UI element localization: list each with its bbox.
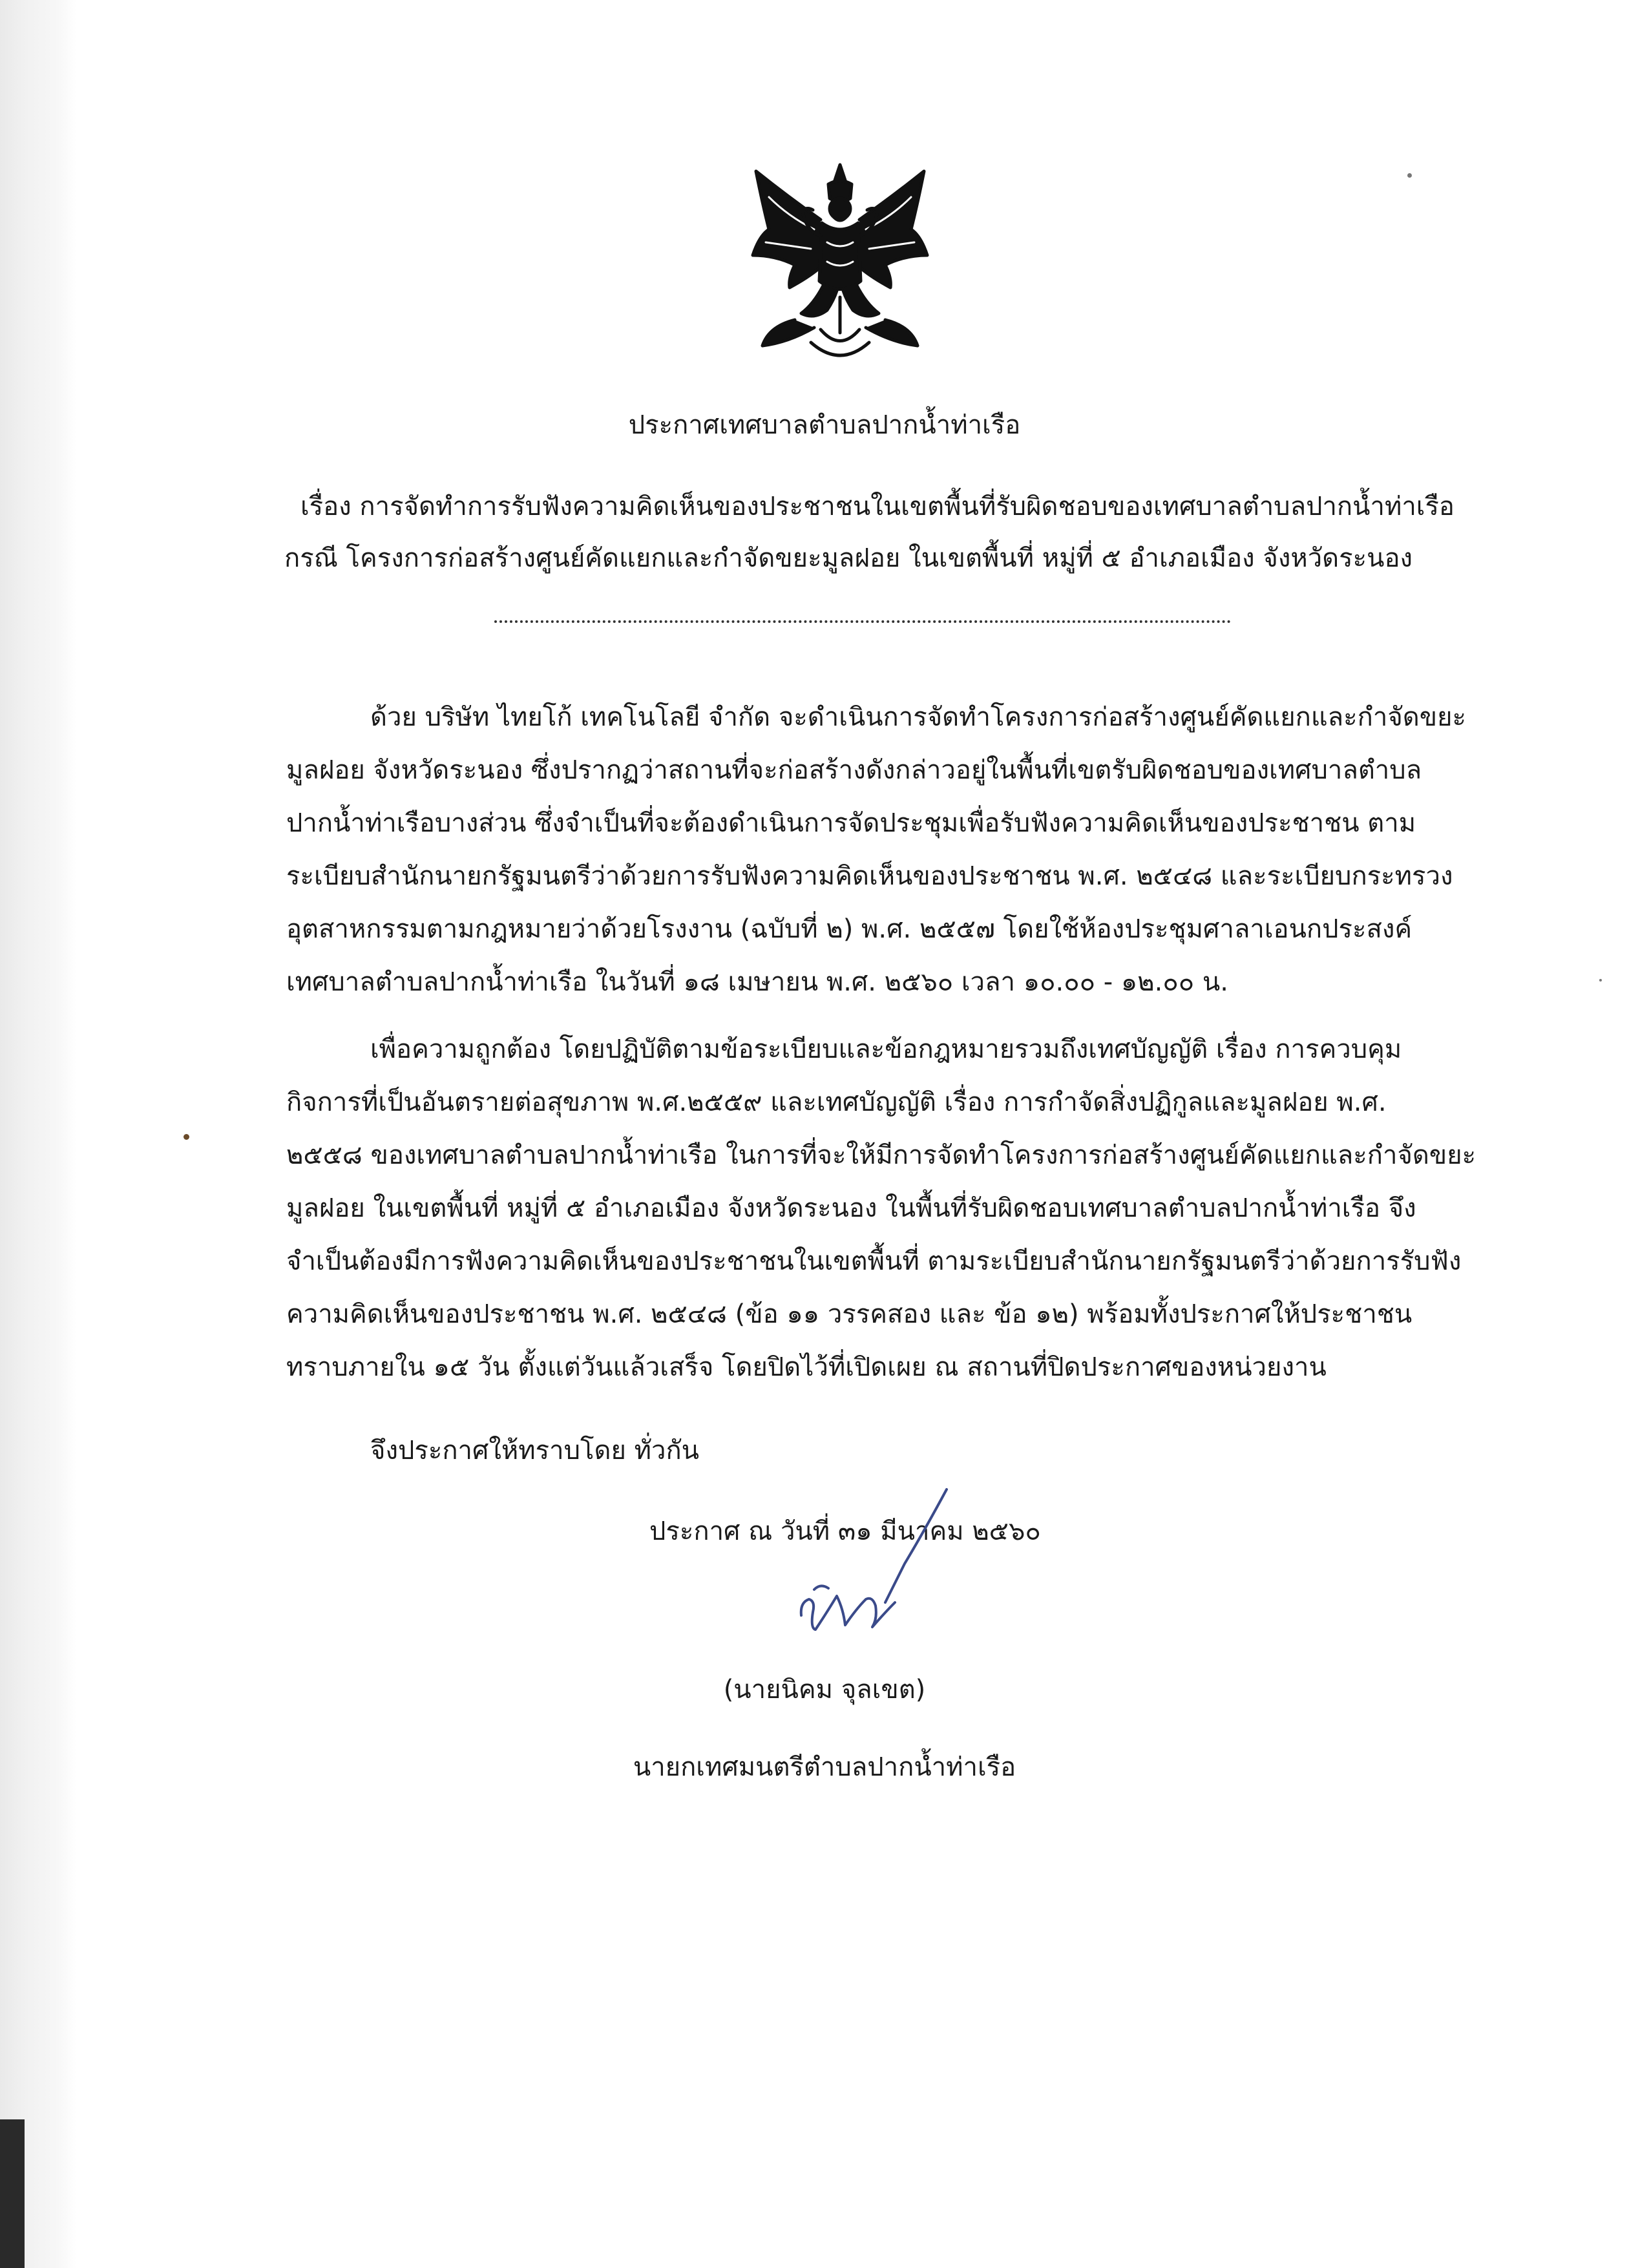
paragraph-2-line: ความคิดเห็นของประชาชน พ.ศ. ๒๕๔๘ (ข้อ ๑๑ วรรคสอง และ ข้อ ๑๒) พร้อมทั้งประกาศให้ประชาชน <box>286 1299 1413 1329</box>
signer-name: (นายนิคม จุลเขต) <box>723 1675 926 1705</box>
document-title: ประกาศเทศบาลตำบลปากน้ำท่าเรือ <box>628 410 1021 440</box>
scan-corner-artifact <box>0 2119 25 2268</box>
scan-speck <box>1407 173 1412 178</box>
paragraph-1-line: ด้วย บริษัท ไทยโก้ เทคโนโลยี จำกัด จะดำเนินการจัดทำโครงการก่อสร้างศูนย์คัดแยกและกำจัดขยะ <box>370 702 1466 732</box>
announcement-date: ประกาศ ณ วันที่ ๓๑ มีนาคม ๒๕๖๐ <box>649 1517 1041 1546</box>
signer-title: นายกเทศมนตรีตำบลปากน้ำท่าเรือ <box>633 1752 1016 1782</box>
paragraph-1-line: อุตสาหกรรมตามกฎหมายว่าด้วยโรงงาน (ฉบับที่ ๒) พ.ศ. ๒๕๕๗ โดยใช้ห้องประชุมศาลาเอนกประสงค์ <box>286 914 1413 944</box>
paragraph-2-line: เพื่อความถูกต้อง โดยปฏิบัติตามข้อระเบียบและข้อกฎหมายรวมถึงเทศบัญญัติ เรื่อง การควบคุม <box>370 1034 1402 1064</box>
subject-line-1: เรื่อง การจัดทำการรับฟังความคิดเห็นของประชาชนในเขตพื้นที่รับผิดชอบของเทศบาลตำบลปากน้ำท่าเรือ <box>300 492 1455 521</box>
handwritten-signature <box>775 1480 982 1648</box>
subject-line-2: กรณี โครงการก่อสร้างศูนย์คัดแยกและกำจัดขยะมูลฝอย ในเขตพื้นที่ หมู่ที่ ๕ อำเภอเมือง จังหวัดระนอง <box>284 543 1413 573</box>
paragraph-2-line: ๒๕๕๘ ของเทศบาลตำบลปากน้ำท่าเรือ ในการที่จะให้มีการจัดทำโครงการก่อสร้างศูนย์คัดแยกและกำจัดขยะ <box>286 1140 1476 1170</box>
paragraph-2-line: จำเป็นต้องมีการฟังความคิดเห็นของประชาชนในเขตพื้นที่ ตามระเบียบสำนักนายกรัฐมนตรีว่าด้วยการรับฟัง <box>286 1246 1462 1276</box>
paragraph-2-line: กิจการที่เป็นอันตรายต่อสุขภาพ พ.ศ.๒๕๕๙ และเทศบัญญัติ เรื่อง การกำจัดสิ่งปฏิกูลและมูลฝอย พ.ศ. <box>286 1087 1387 1117</box>
paragraph-1-line: มูลฝอย จังหวัดระนอง ซึ่งปรากฏว่าสถานที่จะก่อสร้างดังกล่าวอยู่ในพื้นที่เขตรับผิดชอบของเทศบาลตำบล <box>286 755 1422 785</box>
scan-speck <box>184 1134 189 1140</box>
dotted-separator <box>494 620 1231 623</box>
garuda-emblem-icon <box>743 158 937 372</box>
paragraph-1-line: ระเบียบสำนักนายกรัฐมนตรีว่าด้วยการรับฟังความคิดเห็นของประชาชน พ.ศ. ๒๕๔๘ และระเบียบกระทรวง <box>286 861 1453 891</box>
paragraph-2-line: มูลฝอย ในเขตพื้นที่ หมู่ที่ ๕ อำเภอเมือง จังหวัดระนอง ในพื้นที่รับผิดชอบเทศบาลตำบลปากน้ำท่าเรือ จึง <box>286 1193 1416 1223</box>
paragraph-1-line: ปากน้ำท่าเรือบางส่วน ซึ่งจำเป็นที่จะต้องดำเนินการจัดประชุมเพื่อรับฟังความคิดเห็นของประชาชน ตาม <box>286 808 1416 838</box>
scan-edge-shadow <box>0 0 76 2268</box>
scan-speck <box>1599 979 1602 982</box>
closing-statement: จึงประกาศให้ทราบโดย ทั่วกัน <box>370 1436 700 1465</box>
paragraph-2-line: ทราบภายใน ๑๕ วัน ตั้งแต่วันแล้วเสร็จ โดยปิดไว้ที่เปิดเผย ณ สถานที่ปิดประกาศของหน่วยงาน <box>286 1352 1327 1382</box>
paragraph-1-line: เทศบาลตำบลปากน้ำท่าเรือ ในวันที่ ๑๘ เมษายน พ.ศ. ๒๕๖๐ เวลา ๑๐.๐๐ - ๑๒.๐๐ น. <box>286 967 1228 997</box>
